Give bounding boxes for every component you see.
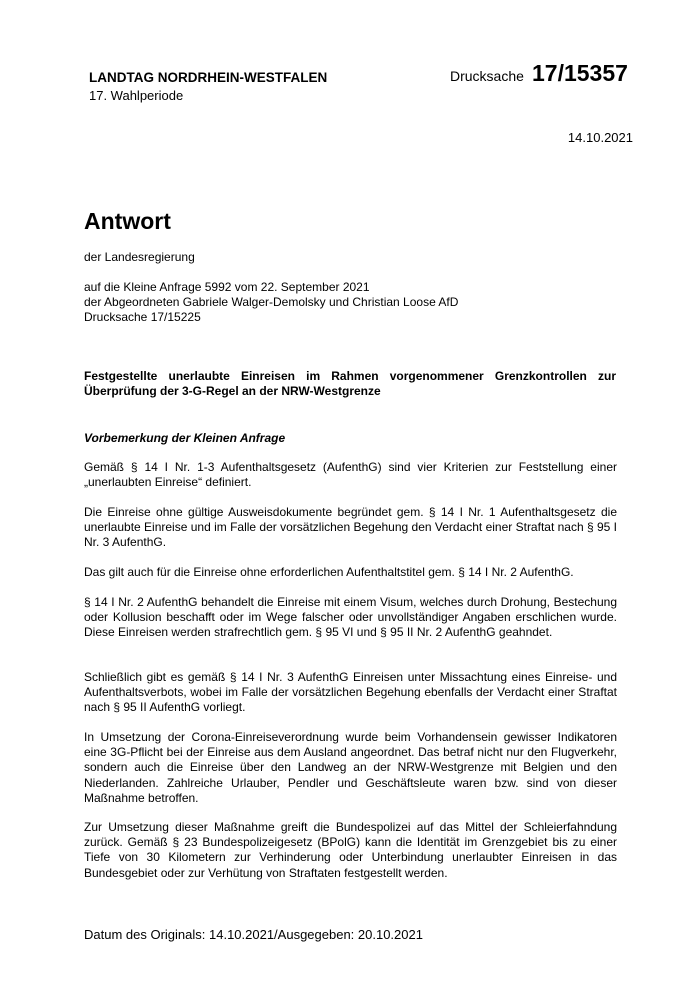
inquiry-line-3: Drucksache 17/15225 xyxy=(84,310,201,324)
paragraph-2: Die Einreise ohne gültige Ausweisdokumente begründet gem. § 14 I Nr. 1 Aufenthaltsgesetz die unerlaubte Einreise und im Falle der vorsätzlichen Begehung den Verdacht einer Straftat nach § 95 I Nr. 3 AufenthG. xyxy=(84,505,617,550)
paragraph-4: § 14 I Nr. 2 AufenthG behandelt die Einreise mit einem Visum, welches durch Drohung, Bestechung oder Kollusion beschafft oder im Wege falscher oder unvollständiger Angaben erschlichen wurde. Diese Einreisen werden strafrechtlich gem. § 95 VI und § 95 II Nr. 2 AufenthG geahndet. xyxy=(84,595,617,640)
document-date: 14.10.2021 xyxy=(567,130,633,145)
paragraph-3: Das gilt auch für die Einreise ohne erforderlichen Aufenthaltstitel gem. § 14 I Nr. 2 AufenthG. xyxy=(84,565,574,579)
document-title: Antwort xyxy=(84,208,171,234)
legislative-period: 17. Wahlperiode xyxy=(89,88,184,103)
paragraph-7: Zur Umsetzung dieser Maßnahme greift die Bundespolizei auf das Mittel der Schleierfahndung zurück. Gemäß § 23 Bundespolizeigesetz (BPolG) kann die Identität im Grenzgebiet bis zu einer Tiefe von 30 Kilometern zur Verhinderung oder Unterbindung unerlaubter Einreisen in das Bundesgebiet oder zur Verhütung von Straftaten festgestellt werden. xyxy=(84,820,617,880)
subject-heading: Festgestellte unerlaubte Einreisen im Rahmen vorgenommener Grenzkontrollen zur Überprüfung der 3-G-Regel an der NRW-Westgrenze xyxy=(84,369,616,398)
parliament-name: LANDTAG NORDRHEIN-WESTFALEN xyxy=(89,70,328,85)
paragraph-6: In Umsetzung der Corona-Einreiseverordnung wurde beim Vorhandensein gewisser Indikatoren eine 3G-Pflicht bei der Einreise aus dem Ausland angeordnet. Das betraf nicht nur den Flugverkehr, sondern auch die Einreise über den Landweg an der NRW-Westgrenze mit Belgien und den Niederlanden. Zahlreiche Urlauber, Pendler und Geschäftsleute waren bzw. sind von dieser Maßnahme betroffen. xyxy=(84,730,617,805)
footer-dates: Datum des Originals: 14.10.2021/Ausgegeben: 20.10.2021 xyxy=(84,927,423,942)
paragraph-1: Gemäß § 14 I Nr. 1-3 Aufenthaltsgesetz (AufenthG) sind vier Kriterien zur Feststellung einer „unerlaubten Einreise“ definiert. xyxy=(84,460,617,490)
prelim-heading: Vorbemerkung der Kleinen Anfrage xyxy=(84,431,286,445)
drucksache-label: Drucksache xyxy=(450,68,524,84)
drucksache-number: 17/15357 xyxy=(532,60,628,86)
inquiry-line-1: auf die Kleine Anfrage 5992 vom 22. September 2021 xyxy=(84,280,370,294)
answer-by: der Landesregierung xyxy=(84,250,195,264)
inquiry-line-2: der Abgeordneten Gabriele Walger-Demolsky und Christian Loose AfD xyxy=(84,295,459,309)
paragraph-5: Schließlich gibt es gemäß § 14 I Nr. 3 AufenthG Einreisen unter Missachtung eines Einreise- und Aufenthaltsverbots, wobei im Falle der vorsätzlichen Begehung ebenfalls der Verdacht einer Straftat nach § 95 II AufenthG vorliegt. xyxy=(84,670,617,715)
